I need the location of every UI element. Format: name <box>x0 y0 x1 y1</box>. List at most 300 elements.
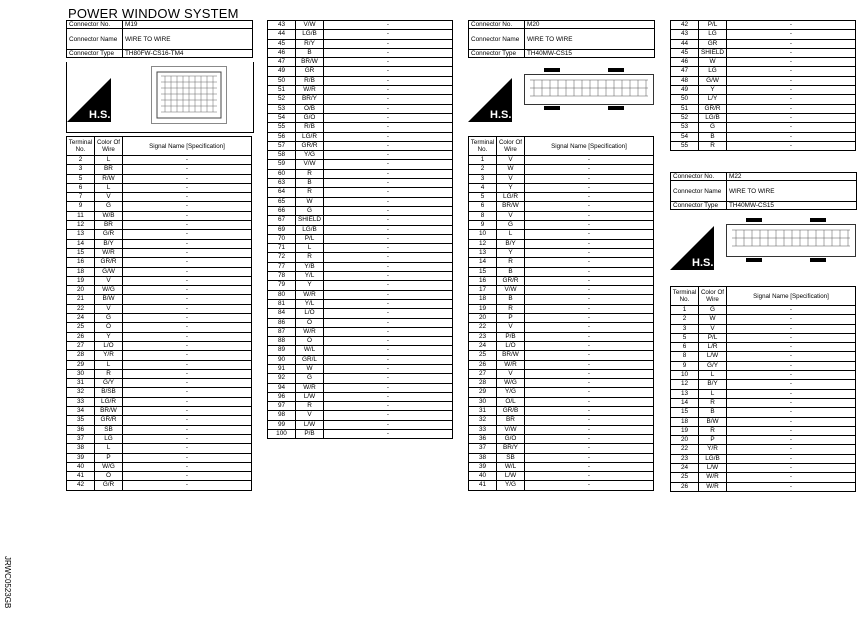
wire-color-cell: Y/G <box>497 388 525 397</box>
wire-color-cell: G <box>296 206 324 215</box>
terminal-cell: 14 <box>469 258 497 267</box>
signal-cell: - <box>525 462 654 471</box>
terminal-cell: 12 <box>469 239 497 248</box>
table-row <box>469 295 654 304</box>
wire-color-cell: B <box>699 408 727 417</box>
terminal-cell: 17 <box>469 286 497 295</box>
wire-color-cell: W <box>497 165 525 174</box>
wire-color-cell: V <box>497 369 525 378</box>
wire-color-cell: R/B <box>296 123 324 132</box>
signal-cell: - <box>727 436 856 445</box>
table-row <box>67 388 252 397</box>
table-row <box>268 160 453 169</box>
m19-info: Connector No. M19 Connector Name WIRE TO WIRE Connector Type TH80FW-CS16-TM4 <box>66 20 253 58</box>
terminal-cell: 2 <box>67 156 95 165</box>
signal-cell: - <box>727 380 856 389</box>
terminal-cell: 27 <box>67 341 95 350</box>
wire-color-cell: O <box>95 472 123 481</box>
signal-cell: - <box>727 141 856 150</box>
signal-cell: - <box>123 397 252 406</box>
signal-cell: - <box>324 58 453 67</box>
terminal-cell: 6 <box>671 343 699 352</box>
table-row <box>469 258 654 267</box>
table-row <box>469 462 654 471</box>
table-row <box>268 318 453 327</box>
signal-cell: - <box>123 267 252 276</box>
signal-cell: - <box>123 295 252 304</box>
terminal-cell: 44 <box>268 30 296 39</box>
table-row <box>469 286 654 295</box>
wire-color-cell: G/W <box>699 76 727 85</box>
table-row <box>268 188 453 197</box>
m19-diagram-box <box>66 62 254 133</box>
terminal-cell: 100 <box>268 430 296 439</box>
signal-cell: - <box>324 411 453 420</box>
wire-color-cell: R/B <box>296 76 324 85</box>
signal-cell: - <box>324 355 453 364</box>
table-row <box>469 481 654 490</box>
signal-cell: - <box>324 420 453 429</box>
wire-color-cell: W/R <box>699 473 727 482</box>
wire-color-cell: B <box>699 132 727 141</box>
table-row <box>671 473 856 482</box>
terminal-cell: 4 <box>469 183 497 192</box>
signal-cell: - <box>727 464 856 473</box>
signal-cell: - <box>727 95 856 104</box>
wire-color-cell: G/W <box>95 267 123 276</box>
m20-pin-table-b <box>670 20 856 151</box>
table-row <box>268 364 453 373</box>
terminal-cell: 71 <box>268 244 296 253</box>
table-row <box>67 221 252 230</box>
terminal-cell: 9 <box>671 361 699 370</box>
wire-color-cell: BR <box>95 221 123 230</box>
wire-color-cell: L/R <box>699 343 727 352</box>
wire-color-cell: W/L <box>497 462 525 471</box>
wire-color-cell: GR/R <box>95 416 123 425</box>
wire-color-cell: LG/B <box>296 225 324 234</box>
table-row <box>268 179 453 188</box>
wire-color-cell: Y <box>296 281 324 290</box>
terminal-cell: 41 <box>67 472 95 481</box>
signal-cell: - <box>525 332 654 341</box>
signal-cell: - <box>727 104 856 113</box>
signal-cell: - <box>123 341 252 350</box>
terminal-cell: 29 <box>67 360 95 369</box>
wire-color-cell: L <box>699 371 727 380</box>
table-row <box>268 104 453 113</box>
table-row <box>268 299 453 308</box>
wire-color-cell: V <box>497 323 525 332</box>
terminal-cell: 63 <box>268 179 296 188</box>
signal-cell: - <box>727 306 856 315</box>
terminal-cell: 2 <box>469 165 497 174</box>
signal-cell: - <box>123 388 252 397</box>
signal-cell: - <box>324 327 453 336</box>
wire-color-cell: G <box>699 123 727 132</box>
signal-cell: - <box>123 248 252 257</box>
terminal-cell: 12 <box>67 221 95 230</box>
wire-color-cell: B/Y <box>699 380 727 389</box>
table-row <box>469 221 654 230</box>
terminal-cell: 29 <box>469 388 497 397</box>
terminal-cell: 23 <box>469 332 497 341</box>
signal-cell: - <box>727 48 856 57</box>
terminal-cell: 39 <box>67 453 95 462</box>
signal-cell: - <box>525 258 654 267</box>
table-row <box>268 151 453 160</box>
terminal-cell: 90 <box>268 355 296 364</box>
table-row <box>268 234 453 243</box>
signal-cell: - <box>324 197 453 206</box>
wire-color-cell: P/L <box>296 234 324 243</box>
wire-color-cell: P/L <box>699 21 727 30</box>
wire-color-cell: V/W <box>296 160 324 169</box>
signal-cell: - <box>324 318 453 327</box>
signal-cell: - <box>727 473 856 482</box>
terminal-cell: 16 <box>67 258 95 267</box>
signal-cell: - <box>525 472 654 481</box>
signal-cell: - <box>525 379 654 388</box>
terminal-cell: 26 <box>469 360 497 369</box>
terminal-cell: 8 <box>469 211 497 220</box>
wire-color-cell: V <box>497 174 525 183</box>
signal-cell: - <box>324 151 453 160</box>
signal-cell: - <box>727 39 856 48</box>
table-row <box>671 352 856 361</box>
terminal-cell: 37 <box>67 434 95 443</box>
table-row <box>469 248 654 257</box>
table-row <box>671 389 856 398</box>
wire-color-cell: BR <box>95 165 123 174</box>
terminal-cell: 80 <box>268 290 296 299</box>
wire-color-cell: SHIELD <box>296 216 324 225</box>
wire-color-cell: G/O <box>296 113 324 122</box>
table-row <box>67 434 252 443</box>
terminal-cell: 34 <box>67 407 95 416</box>
signal-cell: - <box>525 286 654 295</box>
terminal-cell: 25 <box>469 351 497 360</box>
table-row <box>671 104 856 113</box>
wire-color-cell: GR <box>699 39 727 48</box>
terminal-cell: 9 <box>469 221 497 230</box>
wire-color-cell: L/W <box>296 420 324 429</box>
svg-text:H.S.: H.S. <box>89 109 111 121</box>
signal-cell: - <box>324 346 453 355</box>
table-row <box>268 123 453 132</box>
signal-cell: - <box>123 444 252 453</box>
terminal-cell: 18 <box>67 267 95 276</box>
wire-color-cell: BR <box>497 416 525 425</box>
signal-cell: - <box>525 211 654 220</box>
table-row <box>268 58 453 67</box>
table-row <box>67 286 252 295</box>
terminal-cell: 3 <box>671 324 699 333</box>
signal-cell: - <box>123 453 252 462</box>
signal-cell: - <box>525 221 654 230</box>
terminal-cell: 18 <box>671 417 699 426</box>
signal-cell: - <box>123 174 252 183</box>
terminal-cell: 28 <box>469 379 497 388</box>
wire-color-cell: W/R <box>497 360 525 369</box>
wire-color-cell: O <box>95 323 123 332</box>
table-row <box>469 434 654 443</box>
wire-color-cell: R <box>296 188 324 197</box>
terminal-cell: 43 <box>671 30 699 39</box>
wire-color-cell: G <box>95 314 123 323</box>
signal-cell: - <box>727 132 856 141</box>
signal-cell: - <box>324 132 453 141</box>
terminal-cell: 15 <box>671 408 699 417</box>
wire-color-cell: W/G <box>95 286 123 295</box>
terminal-cell: 22 <box>67 304 95 313</box>
terminal-cell: 5 <box>67 174 95 183</box>
table-row <box>469 165 654 174</box>
signal-cell: - <box>525 267 654 276</box>
signal-cell: - <box>525 156 654 165</box>
terminal-cell: 79 <box>268 281 296 290</box>
wire-color-cell: W/R <box>296 327 324 336</box>
signal-cell: - <box>727 58 856 67</box>
wire-color-cell: BR/W <box>95 407 123 416</box>
terminal-cell: 94 <box>268 383 296 392</box>
signal-cell: - <box>123 230 252 239</box>
signal-cell: - <box>324 392 453 401</box>
terminal-cell: 1 <box>671 306 699 315</box>
wire-color-cell: B/Y <box>497 239 525 248</box>
wire-color-cell: L/O <box>95 341 123 350</box>
wire-color-cell: R <box>699 398 727 407</box>
table-row <box>671 95 856 104</box>
wire-color-cell: GR/R <box>95 258 123 267</box>
signal-cell: - <box>727 86 856 95</box>
m22-info: Connector No. M22 Connector Name WIRE TO WIRE Connector Type TH40MW-CS15 <box>670 172 857 210</box>
wire-color-cell: BR/W <box>497 202 525 211</box>
terminal-cell: 23 <box>671 454 699 463</box>
wire-color-cell: W <box>296 197 324 206</box>
wire-color-cell: W <box>296 364 324 373</box>
table-row <box>671 343 856 352</box>
terminal-cell: 36 <box>469 434 497 443</box>
table-row <box>469 379 654 388</box>
terminal-cell: 5 <box>469 193 497 202</box>
signal-cell: - <box>123 351 252 360</box>
wire-color-cell: V/W <box>497 286 525 295</box>
wire-color-cell: Y <box>497 183 525 192</box>
wire-color-cell: SB <box>497 453 525 462</box>
signal-cell: - <box>324 67 453 76</box>
terminal-cell: 30 <box>67 369 95 378</box>
table-row <box>67 407 252 416</box>
m20-info: Connector No. M20 Connector Name WIRE TO WIRE Connector Type TH40MW-CS15 <box>468 20 655 58</box>
wire-color-cell: V <box>296 411 324 420</box>
table-row <box>67 416 252 425</box>
wire-color-cell: P/L <box>699 333 727 342</box>
terminal-cell: 43 <box>268 21 296 30</box>
terminal-cell: 37 <box>469 444 497 453</box>
table-row <box>67 481 252 490</box>
signal-cell: - <box>727 343 856 352</box>
table-row <box>268 262 453 271</box>
table-row <box>268 30 453 39</box>
terminal-cell: 10 <box>469 230 497 239</box>
terminal-cell: 5 <box>671 333 699 342</box>
table-row <box>268 430 453 439</box>
table-row <box>671 141 856 150</box>
wire-color-cell: B/W <box>95 295 123 304</box>
table-row <box>268 244 453 253</box>
signal-cell: - <box>525 369 654 378</box>
terminal-cell: 16 <box>469 276 497 285</box>
wire-color-cell: G <box>296 374 324 383</box>
terminal-cell: 47 <box>268 58 296 67</box>
table-row <box>469 388 654 397</box>
table-row <box>268 309 453 318</box>
signal-cell: - <box>324 104 453 113</box>
wire-color-cell: B/Y <box>95 239 123 248</box>
wire-color-cell: BR/Y <box>296 95 324 104</box>
table-row <box>469 276 654 285</box>
terminal-cell: 67 <box>268 216 296 225</box>
table-row <box>469 444 654 453</box>
wire-color-cell: G <box>699 306 727 315</box>
signal-cell: - <box>324 95 453 104</box>
terminal-cell: 47 <box>671 67 699 76</box>
m22-connector-face <box>726 218 856 266</box>
terminal-cell: 54 <box>268 113 296 122</box>
terminal-cell: 35 <box>67 416 95 425</box>
terminal-cell: 49 <box>268 67 296 76</box>
terminal-cell: 28 <box>67 351 95 360</box>
wire-color-cell: P <box>497 314 525 323</box>
m20-diagram-box <box>468 62 654 132</box>
signal-cell: - <box>525 434 654 443</box>
wire-color-cell: O <box>296 318 324 327</box>
wire-color-cell: W/R <box>699 482 727 491</box>
signal-cell: - <box>123 156 252 165</box>
table-row <box>268 383 453 392</box>
terminal-cell: 50 <box>268 76 296 85</box>
terminal-cell: 38 <box>469 453 497 462</box>
m22-diagram-box <box>670 214 856 280</box>
signal-cell: - <box>123 165 252 174</box>
wire-color-cell: BR/Y <box>497 444 525 453</box>
wire-color-cell: B <box>296 179 324 188</box>
page-title: POWER WINDOW SYSTEM <box>68 6 239 21</box>
wire-color-cell: R <box>296 253 324 262</box>
wire-color-cell: GR/B <box>497 407 525 416</box>
wire-color-cell: BR/W <box>497 351 525 360</box>
wire-color-cell: V <box>497 156 525 165</box>
signal-cell: - <box>525 230 654 239</box>
terminal-cell: 9 <box>67 202 95 211</box>
terminal-cell: 78 <box>268 272 296 281</box>
m22-pin-table: Terminal No. Color Of Wire Signal Name [Specification] 1 G - 2 W - 3 V - 5 P/L - 6 L/R - 8 L/W - 9 G/Y - 10 L - 12 B/Y - 13 L - 14 R - 15 B - 18 B/W - 19 R - 20 P - 22 Y/R - 23 LG/B - 24 L/W - 25 W/R - 26 W/R - <box>670 286 856 492</box>
side-code: JRWC0523GB <box>3 556 12 609</box>
table-row <box>268 21 453 30</box>
wire-color-cell: G <box>95 202 123 211</box>
terminal-cell: 6 <box>469 202 497 211</box>
signal-cell: - <box>727 113 856 122</box>
signal-cell: - <box>525 360 654 369</box>
signal-cell: - <box>324 430 453 439</box>
terminal-cell: 42 <box>671 21 699 30</box>
table-row <box>268 355 453 364</box>
signal-cell: - <box>727 21 856 30</box>
signal-cell: - <box>324 188 453 197</box>
table-row <box>469 397 654 406</box>
signal-cell: - <box>525 341 654 350</box>
wire-color-cell: G/O <box>497 434 525 443</box>
signal-cell: - <box>727 76 856 85</box>
signal-cell: - <box>324 206 453 215</box>
hs-logo <box>670 220 718 270</box>
wire-color-cell: B <box>497 267 525 276</box>
terminal-cell: 55 <box>671 141 699 150</box>
signal-cell: - <box>727 417 856 426</box>
table-row <box>671 324 856 333</box>
signal-cell: - <box>727 324 856 333</box>
table-row <box>67 202 252 211</box>
terminal-cell: 64 <box>268 188 296 197</box>
m20-pin-table-a: Terminal No. Color Of Wire Signal Name [Specification] 1 V - 2 W - 3 V - 4 Y - 5 LG/R - 6 BR/W - 8 V - 9 G - 10 L - 12 B/Y - 13 Y - 14 R - 15 B - 16 GR/R - 17 V/W - 18 B - 19 R - 20 P - 22 V - 23 P/B - 24 L/O - 25 BR/W - 26 W/R - 27 V - 28 W/G - 29 Y/G - 30 O/L - 31 GR/B - 32 BR - 33 V/W - 36 G/O - 37 BR/Y - 38 SB - 39 W/L - 40 L/W - 41 Y/G - <box>468 136 654 491</box>
terminal-cell: 53 <box>268 104 296 113</box>
table-row <box>671 39 856 48</box>
signal-cell: - <box>324 383 453 392</box>
signal-cell: - <box>123 323 252 332</box>
signal-cell: - <box>727 454 856 463</box>
wire-color-cell: R/Y <box>296 39 324 48</box>
terminal-cell: 22 <box>469 323 497 332</box>
terminal-cell: 22 <box>671 445 699 454</box>
wire-color-cell: W/L <box>296 346 324 355</box>
table-row <box>67 360 252 369</box>
signal-cell: - <box>123 258 252 267</box>
table-row <box>268 86 453 95</box>
wire-color-cell: L/W <box>699 352 727 361</box>
table-row <box>67 211 252 220</box>
table-row <box>469 360 654 369</box>
wire-color-cell: R <box>497 258 525 267</box>
signal-cell: - <box>123 379 252 388</box>
table-row <box>268 206 453 215</box>
signal-cell: - <box>324 364 453 373</box>
terminal-cell: 69 <box>268 225 296 234</box>
table-row <box>268 39 453 48</box>
terminal-cell: 51 <box>671 104 699 113</box>
table-row <box>671 76 856 85</box>
table-row <box>268 346 453 355</box>
terminal-cell: 13 <box>469 248 497 257</box>
terminal-cell: 27 <box>469 369 497 378</box>
wire-color-cell: W/R <box>296 383 324 392</box>
terminal-cell: 52 <box>671 113 699 122</box>
wire-color-cell: W/G <box>95 462 123 471</box>
table-row <box>268 169 453 178</box>
wire-color-cell: G/R <box>95 230 123 239</box>
signal-cell: - <box>123 332 252 341</box>
signal-cell: - <box>123 434 252 443</box>
table-row <box>268 392 453 401</box>
signal-cell: - <box>525 304 654 313</box>
terminal-cell: 84 <box>268 309 296 318</box>
signal-cell: - <box>727 315 856 324</box>
signal-cell: - <box>324 402 453 411</box>
table-row <box>671 361 856 370</box>
signal-cell: - <box>123 202 252 211</box>
signal-cell: - <box>525 323 654 332</box>
wire-color-cell: P/B <box>296 430 324 439</box>
